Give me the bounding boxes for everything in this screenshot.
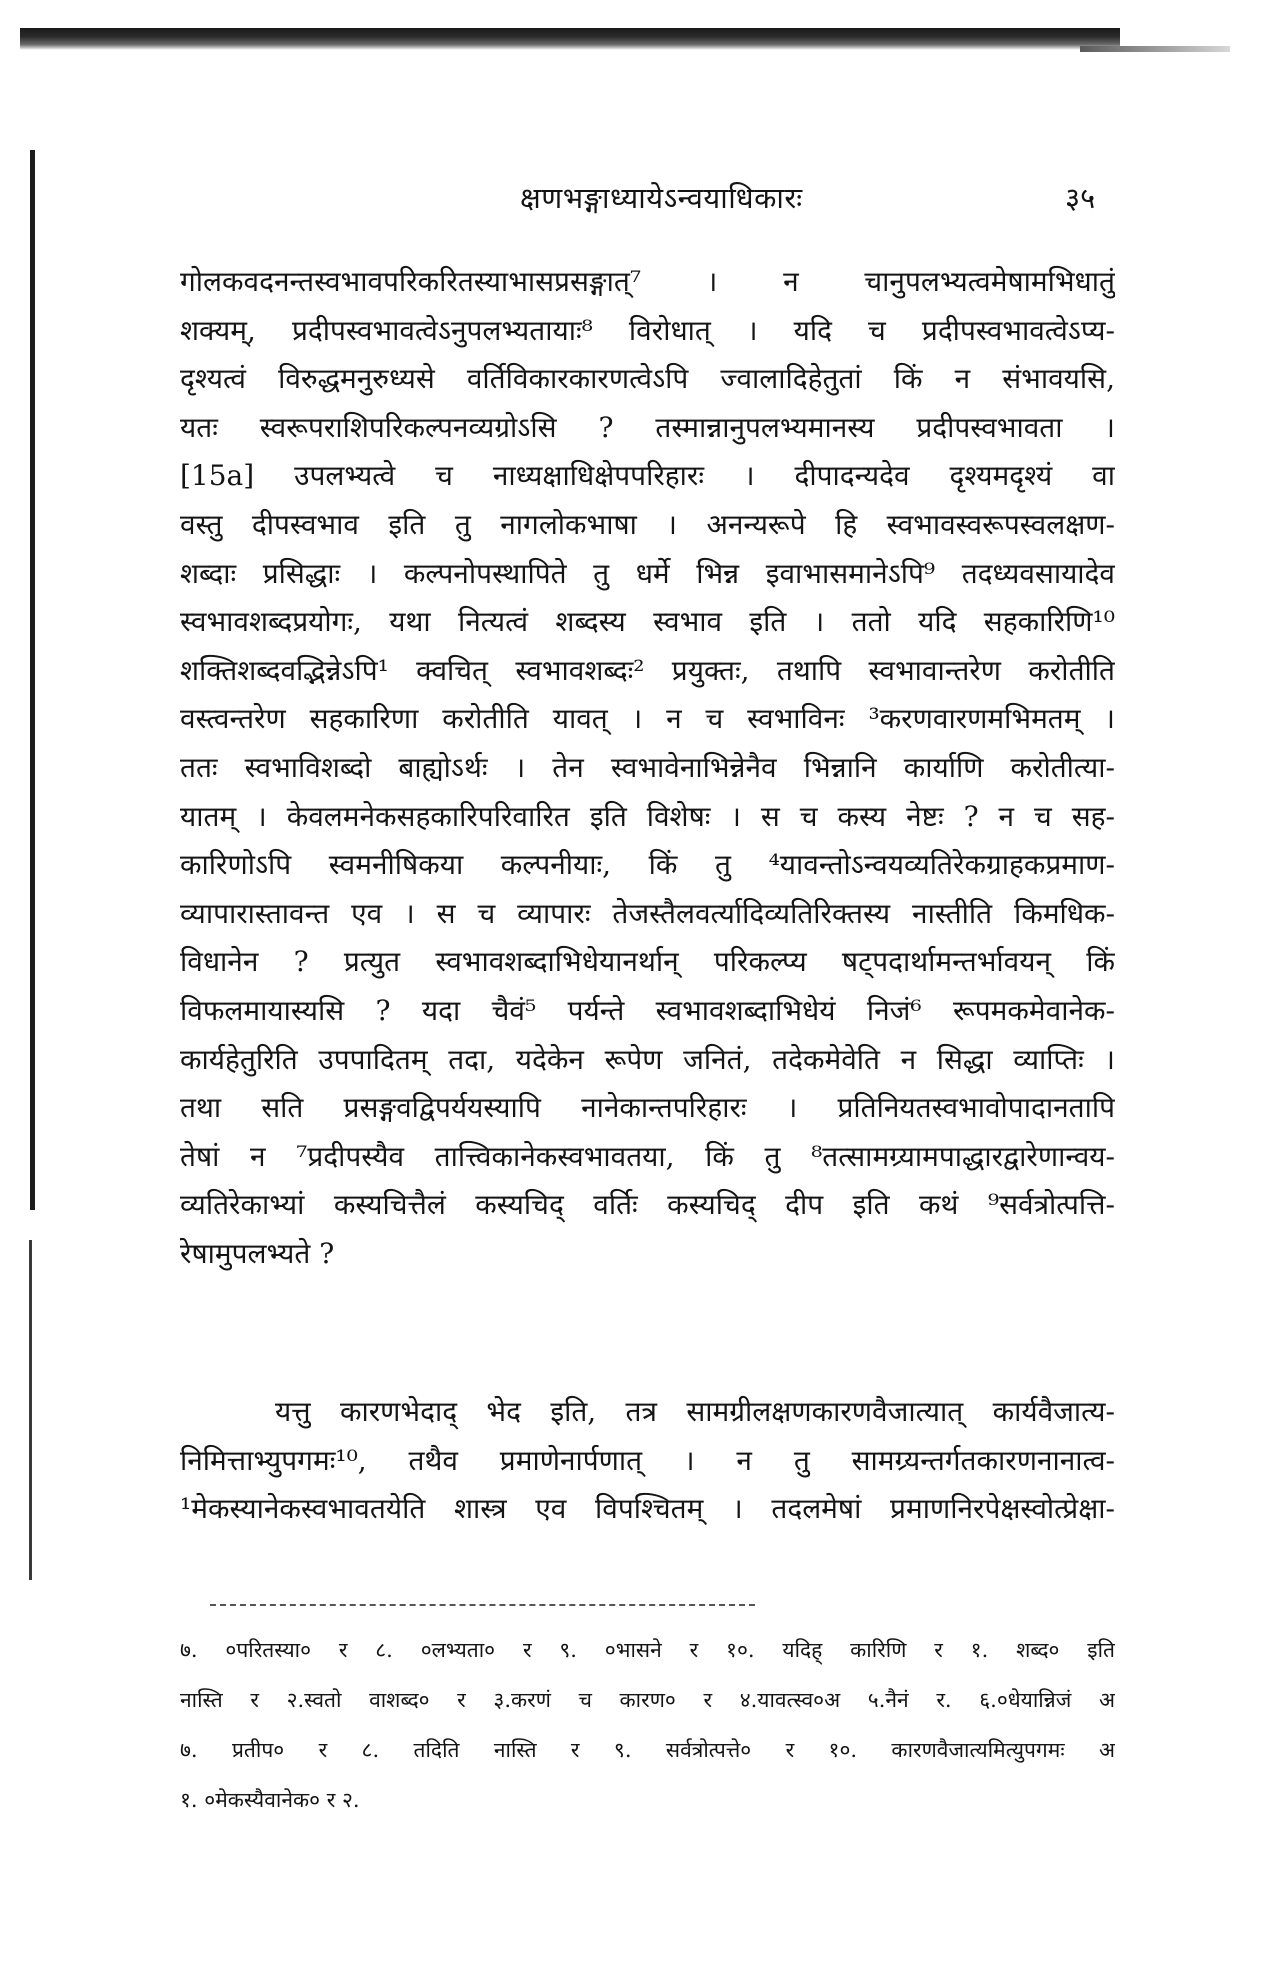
- page-number: ३५: [1065, 181, 1096, 215]
- text-line: विधानेन ? प्रत्युत स्वभावशब्दाभिधेयानर्थान् परिकल्प्य षट्पदार्थामन्तर्भावयन् किं: [180, 945, 1115, 979]
- footnotes: [180, 1625, 1115, 1825]
- text-line: ¹मेकस्यानेकस्वभावतयेति शास्त्र एव विपश्चितम् । तदलमेषां प्रमाणनिरपेक्षस्वोत्प्रेक्षा-: [180, 1492, 1115, 1526]
- scan-border-left: [30, 150, 35, 1210]
- scan-border-left-lower: [29, 1240, 32, 1580]
- text-line: शब्दाः प्रसिद्धाः । कल्पनोपस्थापिते तु धर्मे भिन्न इवाभासमानेऽपि⁹ तदध्यवसायादेव: [180, 556, 1115, 590]
- footnote-line: नास्ति र २.स्वतो वाशब्द० र ३.करणं च कारण० र ४.यावत्स्व०अ ५.नैनं र. ६.०धेयान्निजं अ: [180, 1688, 1115, 1712]
- footnote-line: ७. ०परितस्या० र ८. ०लभ्यता० र ९. ०भासने र १०. यदिह् कारिणि र १. शब्द० इति: [180, 1638, 1115, 1662]
- text-line: व्यापारास्तावन्त एव । स च व्यापारः तेजस्तैलवर्त्यादिव्यतिरिक्तस्य नास्तीति किमधिक-: [180, 896, 1115, 930]
- text-line: गोलकवदनन्तस्वभावपरिकरितस्याभासप्रसङ्गात्⁷ । न चानुपलभ्यत्वमेषामभिधातुं: [180, 265, 1115, 298]
- footnote-line: ७. प्रतीप० र ८. तदिति नास्ति र ९. सर्वत्रोत्पत्ते० र १०. कारणवैजात्यमित्युपगमः अ: [180, 1738, 1115, 1762]
- text-line: रेषामुपलभ्यते ?: [180, 1236, 335, 1270]
- text-line: यातम् । केवलमनेकसहकारिपरिवारित इति विशेषः । स च कस्य नेष्टः ? न च सह-: [180, 799, 1115, 833]
- scan-border-top-fade: [1080, 46, 1230, 52]
- text-line: तेषां न ⁷प्रदीपस्यैव तात्त्विकानेकस्वभावतया, किं तु ⁸तत्सामग्र्यामपाद्धारद्वारेणान्वय-: [180, 1139, 1115, 1173]
- text-line: [15a] उपलभ्यत्वे च नाध्यक्षाधिक्षेपपरिहारः । दीपादन्यदेव दृश्यमदृश्यं वा: [180, 459, 1115, 493]
- text-line: निमित्ताभ्युपगमः¹⁰, तथैव प्रमाणेनार्पणात् । न तु सामग्र्यन्तर्गतकारणनानात्व-: [180, 1443, 1115, 1477]
- text-line: स्वभावशब्दप्रयोगः, यथा नित्यत्वं शब्दस्य स्वभाव इति । ततो यदि सहकारिणि¹⁰: [180, 605, 1115, 639]
- text-line: यतः स्वरूपराशिपरिकल्पनव्यग्रोऽसि ? तस्मान्नानुपलभ्यमानस्य प्रदीपस्वभावता ।: [180, 410, 1115, 444]
- footnote-separator: [210, 1604, 755, 1606]
- text-line: शक्यम्, प्रदीपस्वभावत्वेऽनुपलभ्यतायाः⁸ विरोधात् । यदि च प्रदीपस्वभावत्वेऽप्य-: [180, 313, 1115, 347]
- text-line: शक्तिशब्दवद्भिन्नेऽपि¹ क्वचित् स्वभावशब्दः² प्रयुक्तः, तथापि स्वभावान्तरेण करोतीति: [180, 653, 1115, 687]
- scan-border-top: [20, 28, 1120, 50]
- text-line: तथा सति प्रसङ्गवद्विपर्ययस्यापि नानेकान्तपरिहारः । प्रतिनियतस्वभावोपादानतापि: [180, 1091, 1115, 1125]
- paragraph-2: [180, 1388, 1115, 1534]
- text-line: दृश्यत्वं विरुद्धमनुरुध्यसे वर्तिविकारकारणत्वेऽपि ज्वालादिहेतुतां किं न संभावयसि,: [180, 362, 1115, 396]
- text-line: विफलमायास्यसि ? यदा चैवं⁵ पर्यन्ते स्वभावशब्दाभिधेयं निजं⁶ रूपमकमेवानेक-: [180, 993, 1115, 1027]
- text-line: वस्तु दीपस्वभाव इति तु नागलोकभाषा । अनन्यरूपे हि स्वभावस्वरूपस्वलक्षण-: [180, 507, 1115, 541]
- text-line: यत्तु कारणभेदाद् भेद इति, तत्र सामग्रीलक्षणकारणवैजात्यात् कार्यवैजात्य-: [275, 1395, 1115, 1428]
- text-line: वस्त्वन्तरेण सहकारिणा करोतीति यावत् । न च स्वभाविनः ³करणवारणमभिमतम् ।: [180, 702, 1115, 736]
- text-line: व्यतिरेकाभ्यां कस्यचित्तैलं कस्यचिद् वर्तिः कस्यचिद् दीप इति कथं ⁹सर्वत्रोत्पत्ति-: [180, 1188, 1115, 1222]
- text-line: ततः स्वभाविशब्दो बाह्योऽर्थः । तेन स्वभावेनाभिन्नेनैव भिन्नानि कार्याणि करोतीत्या-: [180, 750, 1115, 784]
- running-head: क्षणभङ्गाध्यायेऽन्वयाधिकारः: [520, 181, 803, 215]
- footnote-line: १. ०मेकस्यैवानेक० र २.: [180, 1788, 360, 1812]
- text-line: कार्यहेतुरिति उपपादितम् तदा, यदेकेन रूपेण जनितं, तदेकमेवेति न सिद्धा व्याप्तिः ।: [180, 1042, 1115, 1076]
- text-line: कारिणोऽपि स्वमनीषिकया कल्पनीयाः, किं तु ⁴यावन्तोऽन्वयव्यतिरेकग्राहकप्रमाण-: [180, 848, 1115, 882]
- paragraph-1: [180, 258, 1115, 1278]
